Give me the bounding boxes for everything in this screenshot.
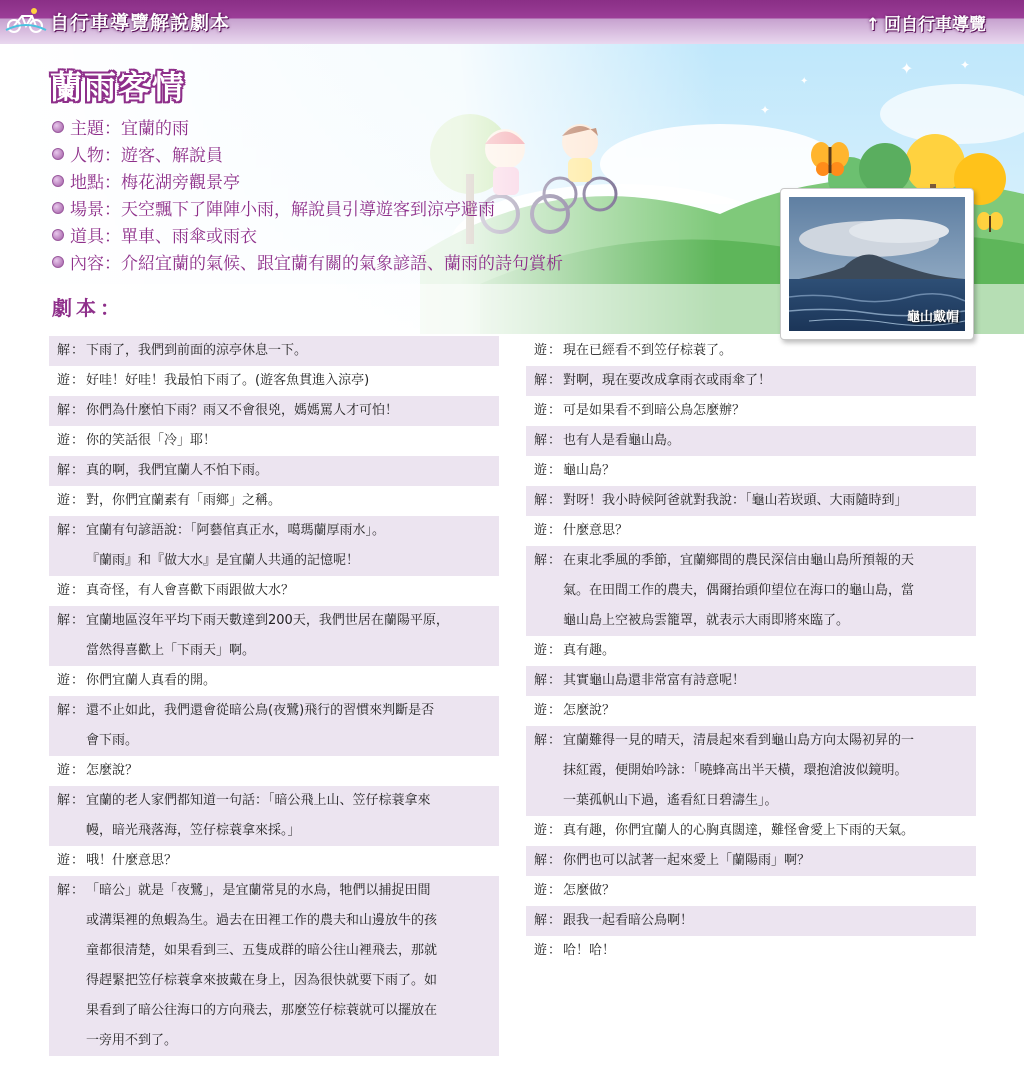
bullet-icon: [52, 175, 64, 187]
dialogue-text: 『蘭雨』和『做大水』是宜蘭人共通的記憶呢！: [86, 553, 360, 568]
dialogue-text: 氣。在田間工作的農夫，偶爾抬頭仰望位在海口的龜山島，當: [563, 583, 915, 598]
dialogue-line: [526, 336, 976, 366]
dialogue-line: [526, 576, 976, 606]
site-title: 自行車導覽解說劇本: [50, 12, 231, 34]
dialogue-text: 也有人是看龜山島。: [563, 433, 681, 448]
dialogue-text: 在東北季風的季節，宜蘭鄉間的農民深信由龜山島所預報的天: [563, 553, 915, 568]
dialogue-text: 一葉孤帆山下過，遙看紅日碧濤生」。: [563, 793, 778, 808]
dialogue-text: 宜蘭有句諺語說：「阿藝倌真正水，噶瑪蘭厚雨水」。: [86, 523, 386, 538]
dialogue-line: [49, 576, 499, 606]
dialogue-line: [49, 966, 499, 996]
dialogue-line: [49, 366, 499, 396]
speaker-label: 遊: [57, 853, 71, 868]
dialogue-text: 當然得喜歡上「下雨天」啊。: [86, 643, 256, 658]
dialogue-text: 真有趣，你們宜蘭人的心胸真闊達，難怪會愛上下雨的天氣。: [563, 823, 915, 838]
dialogue-line: [526, 936, 976, 966]
speaker-separator: ：: [548, 913, 562, 928]
dialogue-line: [526, 846, 976, 876]
info-content: 內容：介紹宜蘭的氣候、跟宜蘭有關的氣象諺語、蘭雨的詩句賞析: [52, 251, 563, 278]
dialogue-text: 宜蘭地區沒年平均下雨天數達到200天，我們世居在蘭陽平原，: [86, 613, 449, 628]
speaker-separator: ：: [71, 463, 85, 478]
dialogue-text: 幔，暗光飛落海，笠仔棕蓑拿來採。」: [86, 823, 301, 838]
speaker-label: 解: [57, 883, 71, 898]
dialogue-text: 龜山島？: [563, 463, 616, 478]
speaker-separator: ：: [71, 493, 85, 508]
dialogue-line: [49, 756, 499, 786]
speaker-separator: ：: [71, 853, 85, 868]
speaker-label: 遊: [534, 403, 548, 418]
dialogue-line: [49, 876, 499, 906]
speaker-separator: ：: [548, 463, 562, 478]
dialogue-text: 可是如果看不到暗公鳥怎麼辦？: [563, 403, 746, 418]
info-theme: 主題：宜蘭的雨: [52, 116, 563, 143]
dialogue-line: [526, 546, 976, 576]
dialogue-line: [49, 906, 499, 936]
speaker-label: 遊: [57, 763, 71, 778]
dialogue-line: [49, 456, 499, 486]
speaker-label: 解: [57, 793, 71, 808]
bullet-icon: [52, 148, 64, 160]
dialogue-text: 跟我一起看暗公鳥啊！: [563, 913, 694, 928]
dialogue-line: [49, 606, 499, 636]
top-banner: [0, 0, 1024, 44]
dialogue-text: 怎麼說？: [86, 763, 139, 778]
dialogue-line: [526, 516, 976, 546]
speaker-label: 遊: [534, 643, 548, 658]
dialogue-line: [526, 606, 976, 636]
dialogue-text: 「暗公」就是「夜鷺」，是宜蘭常見的水鳥，牠們以捕捉田間: [86, 883, 431, 898]
speaker-label: 解: [534, 733, 548, 748]
dialogue-text: 宜蘭難得一見的晴天，清晨起來看到龜山島方向太陽初昇的一: [563, 733, 915, 748]
speaker-separator: ：: [548, 553, 562, 568]
speaker-label: 遊: [534, 463, 548, 478]
page-title: 蘭雨客情: [50, 68, 187, 106]
speaker-label: 解: [534, 673, 548, 688]
dialogue-text: 下雨了，我們到前面的涼亭休息一下。: [86, 343, 308, 358]
speaker-separator: ：: [548, 673, 562, 688]
dialogue-line: [49, 996, 499, 1026]
script-info-list: [52, 116, 563, 278]
dialogue-line: [526, 636, 976, 666]
speaker-label: 解: [57, 403, 71, 418]
speaker-label: 遊: [534, 883, 548, 898]
speaker-label: 遊: [57, 373, 71, 388]
dialogue-line: [526, 456, 976, 486]
speaker-label: 解: [57, 523, 71, 538]
dialogue-text: 哈！哈！: [563, 943, 616, 958]
dialogue-line: [49, 396, 499, 426]
speaker-label: 解: [57, 703, 71, 718]
dialogue-text: 什麼意思？: [563, 523, 629, 538]
speaker-separator: ：: [548, 373, 562, 388]
dialogue-text: 真的啊，我們宜蘭人不怕下雨。: [86, 463, 269, 478]
dialogue-line: [49, 726, 499, 756]
speaker-label: 解: [57, 463, 71, 478]
speaker-separator: ：: [548, 883, 562, 898]
speaker-separator: ：: [548, 433, 562, 448]
bullet-icon: [52, 202, 64, 214]
dialogue-right-column: [526, 336, 976, 966]
bullet-icon: [52, 229, 64, 241]
speaker-label: 遊: [534, 523, 548, 538]
speaker-label: 解: [57, 613, 71, 628]
dialogue-text: 你的笑話很「冷」耶！: [86, 433, 217, 448]
dialogue-text: 會下雨。: [86, 733, 139, 748]
dialogue-line: [526, 426, 976, 456]
dialogue-text: 你們為什麼怕下雨？雨又不會很兇，媽媽罵人才可怕！: [86, 403, 399, 418]
turtle-island-photo: [780, 188, 974, 340]
speaker-label: 解: [534, 433, 548, 448]
speaker-label: 遊: [534, 823, 548, 838]
dialogue-text: 真有趣。: [563, 643, 616, 658]
dialogue-text: 其實龜山島還非常富有詩意呢！: [563, 673, 746, 688]
dialogue-line: [49, 546, 499, 576]
dialogue-line: [49, 666, 499, 696]
dialogue-line: [49, 636, 499, 666]
speaker-label: 解: [534, 913, 548, 928]
speaker-separator: ：: [71, 793, 85, 808]
up-arrow-icon: ↑: [865, 15, 880, 35]
dialogue-text: 對，你們宜蘭素有「雨鄉」之稱。: [86, 493, 282, 508]
speaker-separator: ：: [548, 403, 562, 418]
dialogue-line: [526, 396, 976, 426]
dialogue-text: 龜山島上空被烏雲籠罩，就表示大雨即將來臨了。: [563, 613, 850, 628]
dialogue-text: 你們也可以試著一起來愛上「蘭陽雨」啊？: [563, 853, 811, 868]
speaker-separator: ：: [71, 373, 85, 388]
bicycle-logo-icon: [4, 6, 48, 34]
dialogue-line: [49, 336, 499, 366]
speaker-label: 解: [57, 343, 71, 358]
speaker-label: 遊: [57, 673, 71, 688]
speaker-label: 遊: [534, 943, 548, 958]
speaker-label: 解: [534, 853, 548, 868]
info-characters: 人物：遊客、解說員: [52, 143, 563, 170]
dialogue-text: 果看到了暗公往海口的方向飛去，那麼笠仔棕蓑就可以擺放在: [86, 1003, 438, 1018]
speaker-label: 遊: [57, 493, 71, 508]
dialogue-line: [49, 1026, 499, 1056]
speaker-label: 解: [534, 493, 548, 508]
dialogue-line: [526, 816, 976, 846]
speaker-separator: ：: [548, 643, 562, 658]
info-props: 道具：單車、雨傘或雨衣: [52, 224, 563, 251]
script-heading: 劇本：: [52, 296, 124, 320]
dialogue-text: 得趕緊把笠仔棕蓑拿來披戴在身上，因為很快就要下雨了。如: [86, 973, 438, 988]
speaker-separator: ：: [548, 703, 562, 718]
speaker-separator: ：: [548, 823, 562, 838]
dialogue-text: 怎麼做？: [563, 883, 616, 898]
dialogue-line: [526, 786, 976, 816]
dialogue-line: [49, 786, 499, 816]
speaker-separator: ：: [71, 673, 85, 688]
dialogue-line: [526, 696, 976, 726]
speaker-label: 遊: [534, 703, 548, 718]
speaker-separator: ：: [71, 703, 85, 718]
dialogue-text: 現在已經看不到笠仔棕蓑了。: [563, 343, 733, 358]
back-to-bike-tour-link[interactable]: [866, 10, 986, 35]
dialogue-text: 怎麼說？: [563, 703, 616, 718]
dialogue-line: [526, 756, 976, 786]
back-link-label: 回自行車導覽: [884, 15, 986, 35]
speaker-separator: ：: [71, 343, 85, 358]
speaker-label: 解: [534, 373, 548, 388]
info-location: 地點：梅花湖旁觀景亭: [52, 170, 563, 197]
speaker-separator: ：: [71, 403, 85, 418]
speaker-separator: ：: [548, 343, 562, 358]
speaker-label: 遊: [57, 433, 71, 448]
speaker-separator: ：: [548, 943, 562, 958]
dialogue-text: 童都很清楚，如果看到三、五隻成群的暗公往山裡飛去，那就: [86, 943, 438, 958]
speaker-label: 遊: [57, 583, 71, 598]
dialogue-line: [526, 666, 976, 696]
dialogue-line: [526, 906, 976, 936]
dialogue-text: 還不止如此，我們還會從暗公鳥(夜鷺)飛行的習慣來判斷是否: [86, 703, 435, 718]
dialogue-text: 你們宜蘭人真看的開。: [86, 673, 217, 688]
dialogue-text: 一旁用不到了。: [86, 1033, 178, 1048]
dialogue-line: [526, 726, 976, 756]
dialogue-line: [526, 486, 976, 516]
info-scene: 場景：天空飄下了陣陣小雨，解說員引導遊客到涼亭避雨: [52, 197, 563, 224]
speaker-separator: ：: [71, 523, 85, 538]
dialogue-text: 抹紅霞，便開始吟詠：「曉蜂高出半天橫，環抱滄波似鏡明。: [563, 763, 908, 778]
speaker-separator: ：: [71, 763, 85, 778]
dialogue-line: [49, 936, 499, 966]
speaker-separator: ：: [71, 583, 85, 598]
dialogue-line: [49, 696, 499, 726]
dialogue-line: [49, 516, 499, 546]
bullet-icon: [52, 256, 64, 268]
dialogue-line: [49, 426, 499, 456]
speaker-label: 遊: [534, 343, 548, 358]
dialogue-text: 哦！什麼意思？: [86, 853, 178, 868]
dialogue-text: 真奇怪，有人會喜歡下雨跟做大水？: [86, 583, 295, 598]
speaker-separator: ：: [548, 493, 562, 508]
speaker-separator: ：: [71, 613, 85, 628]
dialogue-left-column: [49, 336, 499, 1056]
speaker-separator: ：: [71, 883, 85, 898]
speaker-separator: ：: [548, 853, 562, 868]
dialogue-text: 好哇！好哇！我最怕下雨了。(遊客魚貫進入涼亭): [86, 373, 370, 388]
photo-caption: 龜山戴帽: [906, 310, 959, 325]
dialogue-line: [526, 876, 976, 906]
dialogue-text: 宜蘭的老人家們都知道一句話：「暗公飛上山、笠仔棕蓑拿來: [86, 793, 431, 808]
speaker-label: 解: [534, 553, 548, 568]
dialogue-line: [49, 486, 499, 516]
dialogue-line: [526, 366, 976, 396]
dialogue-text: 對呀！我小時候阿爸就對我說：「龜山若崁頭、大雨隨時到」: [563, 493, 908, 508]
speaker-separator: ：: [548, 733, 562, 748]
dialogue-line: [49, 846, 499, 876]
bullet-icon: [52, 121, 64, 133]
speaker-separator: ：: [548, 523, 562, 538]
dialogue-text: 對啊，現在要改成拿雨衣或雨傘了！: [563, 373, 772, 388]
speaker-separator: ：: [71, 433, 85, 448]
dialogue-line: [49, 816, 499, 846]
dialogue-text: 或溝渠裡的魚蝦為生。過去在田裡工作的農夫和山邊放牛的孩: [86, 913, 438, 928]
